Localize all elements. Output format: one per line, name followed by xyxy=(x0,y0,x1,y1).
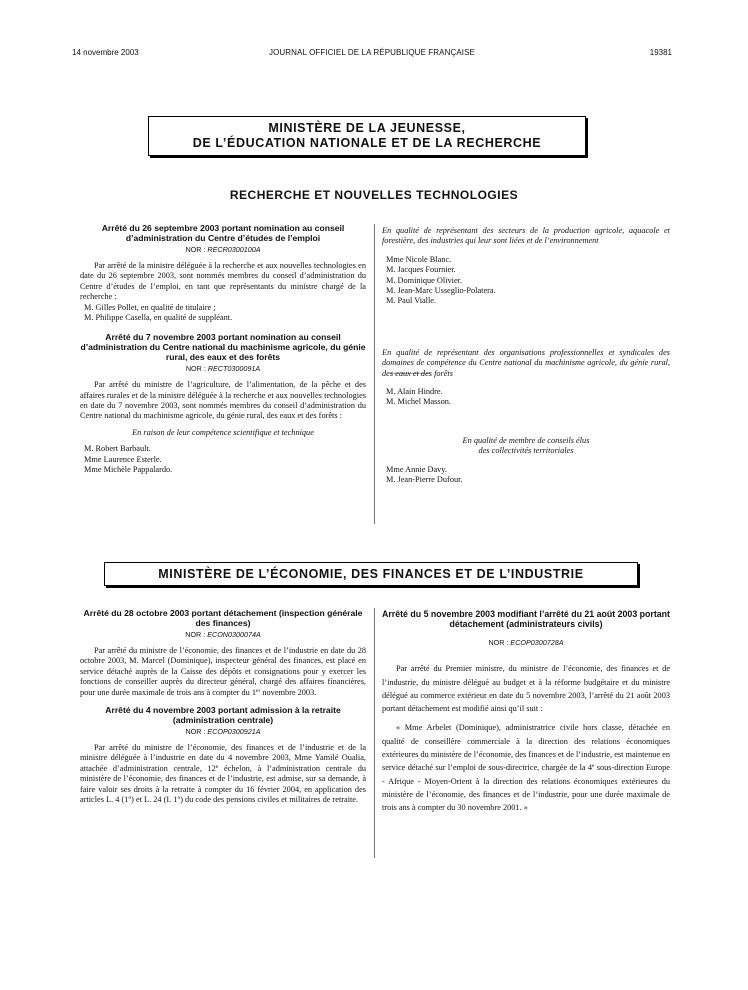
member-name: Mme Nicole Blanc. xyxy=(386,254,452,264)
section-title-research: RECHERCHE ET NOUVELLES TECHNOLOGIES xyxy=(229,188,519,202)
member-name: M. Robert Barbault. xyxy=(84,444,151,454)
column-divider xyxy=(374,224,375,524)
article-text: Par arrêté du ministre de l’économie, des finances et de l’industrie en date du 28 octobre 2003, M. Marcel (Dominique), inspecteur général des finances, est placé en service détaché auprès de la Caisse des dépôts et consignations pour y exercer les fonctions de conseiller auprès du directeur général, chargé des affaires financières, pour une durée maximale de trois ans à compter du 1er novembre 2003. xyxy=(80,646,366,697)
article-text: Par arrêté du Premier ministre, du ministre de l’économie, des finances et de l’industrie, du ministre délégué au budget et à la réforme budgétaire et du ministre délégué au commerce extérieur en date du 5 novembre 2003, l’arrêté du 21 août 2003 portant détachement est modifié ainsi qu’il suit : xyxy=(382,664,670,714)
group-heading: En qualité de membre de conseils élus xyxy=(462,435,590,445)
member-name: M. Dominique Olivier. xyxy=(386,275,463,285)
column-right-bottom xyxy=(382,609,670,814)
header-date: 14 novembre 2003 xyxy=(72,48,139,57)
article-title: Arrêté du 26 septembre 2003 portant nomination au conseil d’administration du Centre d’études de l’emploi xyxy=(101,223,345,243)
ministry-heading-education xyxy=(148,116,586,156)
page-number: 19381 xyxy=(649,48,672,57)
nor-reference: NOR : ECON0300074A xyxy=(185,629,261,639)
member-name: M. Alain Hindre. xyxy=(386,387,443,397)
article-title: Arrêté du 4 novembre 2003 portant admission à la retraite (administration centrale) xyxy=(105,705,341,725)
member-name: M. Jean-Pierre Dufour. xyxy=(386,475,463,485)
member-name: Mme Laurence Esterle. xyxy=(84,454,162,464)
nor-reference: NOR : ECOP0300921A xyxy=(185,726,261,736)
member-name: M. Jean-Marc Usseglio-Polatera. xyxy=(386,286,496,296)
member-name: M. Jacques Fournier. xyxy=(386,265,456,275)
nor-reference: NOR : RECT0300091A xyxy=(185,363,261,373)
article-text: Par arrêté de la ministre déléguée à la recherche et aux nouvelles technologies en date du 26 septembre 2003, sont nommés membres du conseil d’administration du Centre d’études de l’emploi, en tant que représentants du ministre chargé de la recherche : xyxy=(80,261,366,302)
group-heading: En qualité de représentant des secteurs de la production agricole, aquacole et forestière, des industries qui leur sont liées et de l’environnement xyxy=(382,226,670,246)
group-heading: En qualité de représentant des organisations professionnelles et syndicales des domaines de compétence du Centre national du machinisme agricole, du génie rural, des eaux et des forêts xyxy=(382,347,670,378)
ministry-heading-economy: MINISTÈRE DE L’ÉCONOMIE, DES FINANCES ET DE L’INDUSTRIE xyxy=(104,562,638,586)
member-name: M. Michel Masson. xyxy=(386,397,451,407)
column-divider xyxy=(374,608,375,858)
article-title: Arrêté du 5 novembre 2003 modifiant l’arrêté du 21 août 2003 portant détachement (administrateurs civils) xyxy=(382,609,670,630)
member-name: Mme Michèle Pappalardo. xyxy=(84,465,173,475)
group-heading: des collectivités territoriales xyxy=(478,446,574,456)
journal-title: JOURNAL OFFICIEL DE LA RÉPUBLIQUE FRANÇAISE xyxy=(269,48,475,57)
running-head xyxy=(72,48,672,60)
article-title: Arrêté du 7 novembre 2003 portant nomination au conseil d’administration du Centre national du machinisme agricole, du génie rural, des eaux et des forêts xyxy=(80,332,366,363)
nor-reference: NOR : RECR0300100A xyxy=(185,244,261,254)
article-title: Arrêté du 28 octobre 2003 portant détachement (inspection générale des finances) xyxy=(83,608,363,628)
column-left-bottom xyxy=(80,609,366,805)
member-name: M. Philippe Casella, en qualité de suppléant. xyxy=(84,313,233,323)
member-name: M. Gilles Pollet, en qualité de titulaire ; xyxy=(84,302,216,312)
member-name: Mme Annie Davy. xyxy=(386,464,447,474)
member-name: M. Paul Vialle. xyxy=(386,296,437,306)
column-right-top xyxy=(382,226,670,486)
article-text: Par arrêté du ministre de l’économie, des finances et de l’industrie et de la ministre déléguée à l’industrie en date du 4 novembre 2003, Mme Yamilé Oualia, attachée d’administration centrale, 12e échelon, à l’administration centrale du ministère de l’économie, des finances et de l’industrie, est admise, sur sa demande, à faire valoir ses droits à la retraite à compter du 16 février 2004, en application des articles L. 4 (1$^o$) et L. 24 (I. 1$^o$) du code des pensions civiles et militaires de retraite. xyxy=(80,743,366,805)
column-left-top xyxy=(80,224,366,475)
ministry-heading-line2: DE L’ÉDUCATION NATIONALE ET DE LA RECHERCHE xyxy=(192,136,542,150)
article-text: Par arrêté du ministre de l’agriculture, de l’alimentation, de la pêche et des affaires rurales et de la ministre déléguée à la recherche et aux nouvelles technologies en date du 7 novembre 2003, sont nommés membres du conseil d’administration du Centre national du machinisme agricole, du génie rural, des eaux et des forêts : xyxy=(80,380,366,421)
nor-reference: NOR : ECOP0300728A xyxy=(488,637,564,647)
ministry-heading-line1: MINISTÈRE DE LA JEUNESSE, xyxy=(268,121,466,135)
quoted-text: « Mme Arbelet (Dominique), administratrice civile hors classe, détachée en qualité de conseillère commerciale à la direction des relations économiques extérieures du ministère de l’économie, des finances et de l’industrie, est maintenue en service détaché sur l’emploi de sous-directrice, chargée de la 4e sous-direction Europe - Afrique - Moyen-Orient à la direction des relations économiques extérieures du ministère de l’économie, des finances et de l’industrie, pour une durée maximale de trois ans à compter du 30 novembre 2001. » xyxy=(382,723,670,813)
group-heading: En raison de leur compétence scientifique et technique xyxy=(132,427,314,437)
